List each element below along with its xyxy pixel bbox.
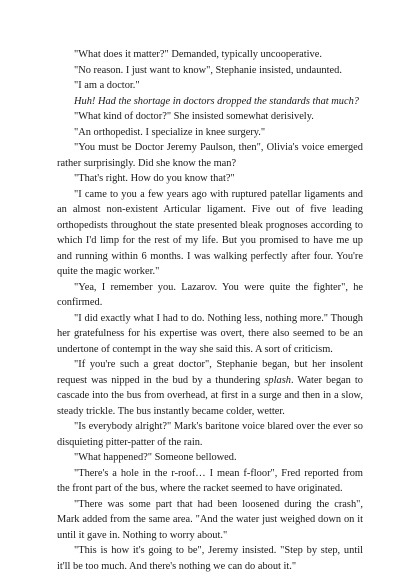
- paragraph: "You must be Doctor Jeremy Paulson, then", Olivia's voice emerged rather surprisingly. Did she know the man?: [57, 142, 363, 169]
- paragraph: [57, 357, 363, 419]
- paragraph: "That's right. How do you know that?": [74, 173, 235, 184]
- paragraph: "I did exactly what I had to do. Nothing less, nothing more." Though her gratefulness for his expertise was overt, there also seemed to be an undertone of contempt in the way she said this. A sort of criticism.: [57, 312, 363, 355]
- emphasized-word: splash: [264, 374, 291, 386]
- paragraph: "What kind of doctor?" She insisted somewhat derisively.: [74, 111, 314, 122]
- paragraph: "I came to you a few years ago with ruptured patellar ligaments and an almost non-existent Articular ligament. Five out of five leading orthopedists throughout the state presented bleak prognoses according to which I'd limp for the rest of my life. But you promised to have me up and running within 6 months. I was walking perfectly after four. You're quite the magic worker.": [57, 188, 363, 277]
- paragraph: "There's a hole in the r-roof… I mean f-floor", Fred reported from the front part of the bus, where the racket seemed to have originated.: [57, 467, 363, 494]
- paragraph-text: . Water began to cascade into the bus from overhead, at first in a surge and then in a slow, steady trickle. The bus instantly became colder, wetter.: [57, 374, 363, 417]
- paragraph: "What happened?" Someone bellowed.: [74, 452, 237, 463]
- paragraph: "This is how it's going to be", Jeremy insisted. "Step by step, until it'll be too much. And there's nothing we can do about it.": [57, 545, 363, 572]
- paragraph: "Is everybody alright?" Mark's baritone voice blared over the ever so disquieting pitter-patter of the rain.: [57, 421, 363, 448]
- paragraph: "I am a doctor.": [74, 80, 140, 91]
- paragraph: "An orthopedist. I specialize in knee surgery.": [74, 126, 266, 138]
- document-body: [57, 47, 363, 574]
- paragraph: "There was some part that had been loosened during the crash", Mark added from the same area. "And the water just weighed down on it until it gave in. Nothing to worry about.": [57, 498, 363, 541]
- italic-paragraph: Huh! Had the shortage in doctors dropped the standards that much?: [74, 95, 359, 107]
- paragraph: "What does it matter?" Demanded, typically uncooperative.: [74, 49, 322, 60]
- paragraph: "Yea, I remember you. Lazarov. You were quite the fighter", he confirmed.: [57, 281, 363, 308]
- paragraph: "No reason. I just want to know", Stephanie insisted, undaunted.: [74, 64, 342, 76]
- paragraph-text: "If you're such a great doctor", Stephanie began, but her insolent request was nipped in the bud by a thundering: [57, 359, 363, 386]
